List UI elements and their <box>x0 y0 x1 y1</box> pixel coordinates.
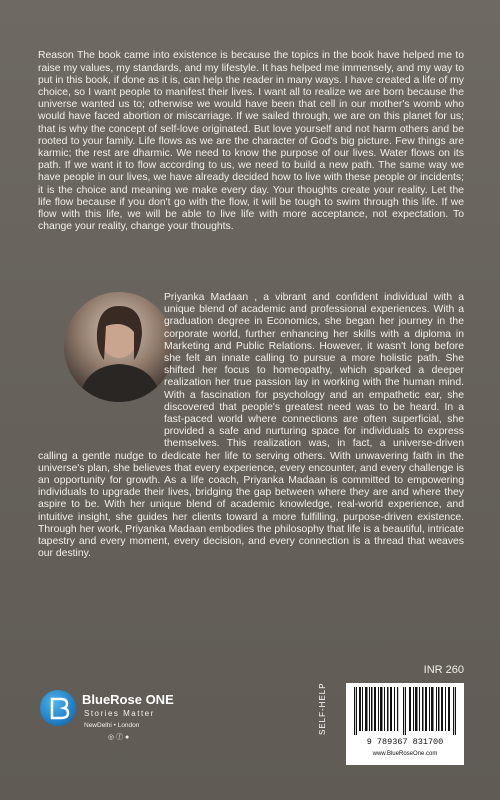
twitter-icon: ● <box>125 734 130 741</box>
isbn-barcode <box>346 683 464 765</box>
publisher-tagline: Stories Matter <box>84 709 155 718</box>
author-bio <box>38 292 464 560</box>
social-icons <box>108 732 129 742</box>
isbn-number: 9 789367 831700 <box>366 737 444 747</box>
publisher-logo <box>40 688 200 748</box>
facebook-icon: ⓕ <box>116 734 124 741</box>
publisher-name: BlueRose ONE <box>82 692 174 707</box>
publisher-locations: NewDelhi • London <box>84 722 140 729</box>
publisher-url: www.BlueRoseOne.com <box>372 751 438 757</box>
publisher-logo-icon <box>40 690 76 726</box>
genre-label: SELF-HELP <box>318 682 327 735</box>
author-bio-text: Priyanka Madaan , a vibrant and confident individual with a unique blend of academic and professional experiences. With a graduation degree in Economics, she began her journey in the corporate world, further enhancing her skills with a diploma in Marketing and Public Relations. However, it wasn't long before she felt an innate calling to pursue a more holistic path. She shifted her focus to homeopathy, which sparked a deeper realization her true passion lay in working with the human mind. With a fascination for psychology and an empathetic ear, she discovered that people's greatest need was to be heard. In a fast-paced world where connections are often superficial, she provided a safe and nurturing space for individuals to express themselves. This realization was, in fact, a universe-driven calling a gentle nudge to dedicate her life to serving others. With unwavering faith in the universe's plan, she believes that every experience, every encounter, and every challenge is an opportunity for growth. As a life coach, Priyanka Madaan is committed to empowering individuals to upgrade their lives, bridging the gap between where they are and where they aspire to be. With her unique blend of academic knowledge, real-world experience, and intuitive insight, she guides her clients toward a more fulfilling, purpose-driven existence. Through her work, Priyanka Madaan embodies the philosophy that life is a beautiful, intricate tapestry and every moment, every decision, and every connection is a thread that weaves our destiny. <box>38 292 464 560</box>
price-label: INR 260 <box>423 664 464 676</box>
synopsis-text: Reason The book came into existence is because the topics in the book have helped me to raise my values, my standards, and my lifestyle. It has helped me immensely, and my way to put in this book, if done as it is, can help the reader in many ways. I have created a life of my choice, so I want people to manifest their lives. I want all to realize we are born because the universe wanted us to; otherwise we would have been that cell in our mother's womb who would have faced abortion or miscarriage. If we sailed through, we are on this planet for us; that is why the concept of self-love originated. But love yourself and not harm others and be rooted to your family. Life flows as we are the character of God's big picture. Few things are karmic; the rest are dharmic. We need to know the purpose of our lives. Water flows on its path. If we want it to flow according to us, we need to build a new path. The same way we have people in our lives, we have already decided how to live with these people or incidents; it is the choice and meaning we make every day. Your thoughts create your reality. Let the life flow because if you don't go with the flow, it will be tough to swim through this life. If we flow with this life, we will be able to live life with more acceptance, not expectation. To change your reality, change your thoughts. <box>38 50 464 233</box>
barcode-icon <box>352 687 458 735</box>
instagram-icon: ◎ <box>108 734 115 741</box>
